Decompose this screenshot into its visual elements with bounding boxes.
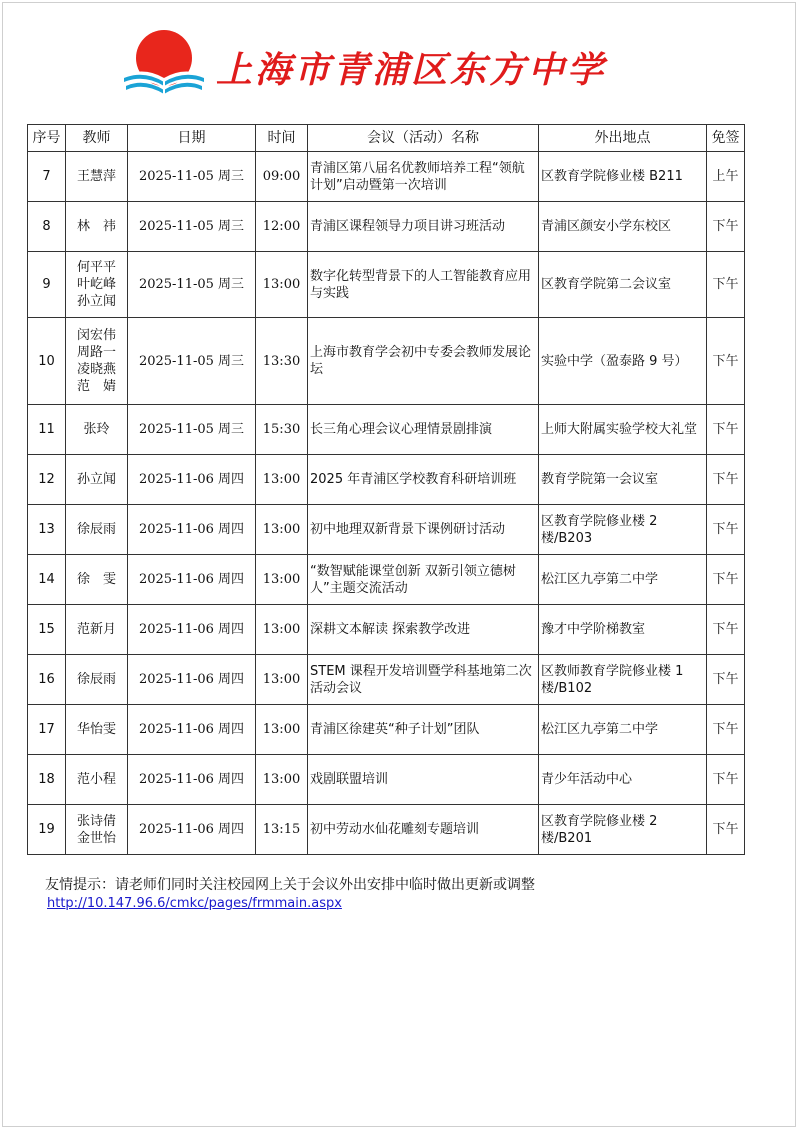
column-header-teacher: 教师	[66, 125, 128, 152]
date-cell: 2025-11-06 周四	[128, 505, 256, 555]
date-cell: 2025-11-05 周三	[128, 405, 256, 455]
sign-exempt-cell: 下午	[707, 755, 745, 805]
teacher-cell: 闵宏伟 周路一 凌晓燕 范 婧	[66, 318, 128, 405]
time-cell: 13:15	[256, 805, 308, 855]
campus-link[interactable]: http://10.147.96.6/cmkc/pages/frmmain.aspx	[47, 896, 342, 911]
teacher-cell: 王慧萍	[66, 152, 128, 202]
sign-exempt-cell: 下午	[707, 252, 745, 318]
teacher-cell: 何平平 叶屹峰 孙立闻	[66, 252, 128, 318]
table-row	[28, 755, 745, 805]
time-cell: 09:00	[256, 152, 308, 202]
table-header-row	[28, 125, 745, 152]
location-cell: 区教师教育学院修业楼 1 楼/B102	[539, 655, 707, 705]
meeting-name-cell: STEM 课程开发培训暨学科基地第二次活动会议	[308, 655, 539, 705]
meeting-name-cell: “数智赋能课堂创新 双新引领立德树人”主题交流活动	[308, 555, 539, 605]
row-number: 8	[28, 202, 66, 252]
location-cell: 松江区九亭第二中学	[539, 705, 707, 755]
teacher-cell: 张玲	[66, 405, 128, 455]
column-header-sign-exempt: 免签	[707, 125, 745, 152]
table-row	[28, 152, 745, 202]
table-row	[28, 655, 745, 705]
teacher-cell: 范新月	[66, 605, 128, 655]
table-row	[28, 252, 745, 318]
column-header-time: 时间	[256, 125, 308, 152]
location-cell: 上师大附属实验学校大礼堂	[539, 405, 707, 455]
teacher-cell: 张诗倩 金世怡	[66, 805, 128, 855]
column-header-no: 序号	[28, 125, 66, 152]
sign-exempt-cell: 下午	[707, 455, 745, 505]
location-cell: 松江区九亭第二中学	[539, 555, 707, 605]
meeting-name-cell: 数字化转型背景下的人工智能教育应用与实践	[308, 252, 539, 318]
table-row	[28, 555, 745, 605]
time-cell: 13:00	[256, 605, 308, 655]
meeting-name-cell: 戏剧联盟培训	[308, 755, 539, 805]
teacher-cell: 徐 雯	[66, 555, 128, 605]
sign-exempt-cell: 下午	[707, 705, 745, 755]
school-header	[118, 22, 638, 102]
time-cell: 13:00	[256, 455, 308, 505]
sun-over-book-icon	[118, 24, 210, 98]
row-number: 9	[28, 252, 66, 318]
teacher-cell: 徐辰雨	[66, 655, 128, 705]
footer-tip: 友情提示：请老师们同时关注校园网上关于会议外出安排中临时做出更新或调整	[45, 877, 535, 893]
row-number: 7	[28, 152, 66, 202]
teacher-cell: 徐辰雨	[66, 505, 128, 555]
sign-exempt-cell: 下午	[707, 405, 745, 455]
row-number: 18	[28, 755, 66, 805]
location-cell: 区教育学院第二会议室	[539, 252, 707, 318]
meeting-name-cell: 长三角心理会议心理情景剧排演	[308, 405, 539, 455]
table-row	[28, 705, 745, 755]
meeting-name-cell: 初中劳动水仙花雕刻专题培训	[308, 805, 539, 855]
date-cell: 2025-11-06 周四	[128, 805, 256, 855]
sign-exempt-cell: 下午	[707, 202, 745, 252]
column-header-location: 外出地点	[539, 125, 707, 152]
table-row	[28, 805, 745, 855]
date-cell: 2025-11-06 周四	[128, 605, 256, 655]
date-cell: 2025-11-05 周三	[128, 252, 256, 318]
sign-exempt-cell: 下午	[707, 555, 745, 605]
table-row	[28, 318, 745, 405]
table-row	[28, 605, 745, 655]
time-cell: 15:30	[256, 405, 308, 455]
date-cell: 2025-11-05 周三	[128, 318, 256, 405]
location-cell: 区教育学院修业楼 2 楼/B201	[539, 805, 707, 855]
sign-exempt-cell: 下午	[707, 605, 745, 655]
date-cell: 2025-11-06 周四	[128, 555, 256, 605]
sign-exempt-cell: 下午	[707, 805, 745, 855]
location-cell: 实验中学（盈泰路 9 号）	[539, 318, 707, 405]
location-cell: 区教育学院修业楼 B211	[539, 152, 707, 202]
meeting-name-cell: 上海市教育学会初中专委会教师发展论坛	[308, 318, 539, 405]
meeting-name-cell: 青浦区徐建英“种子计划”团队	[308, 705, 539, 755]
time-cell: 13:00	[256, 755, 308, 805]
meeting-name-cell: 2025 年青浦区学校教育科研培训班	[308, 455, 539, 505]
time-cell: 13:00	[256, 505, 308, 555]
meeting-name-cell: 青浦区课程领导力项目讲习班活动	[308, 202, 539, 252]
row-number: 15	[28, 605, 66, 655]
column-header-date: 日期	[128, 125, 256, 152]
row-number: 12	[28, 455, 66, 505]
table-row	[28, 202, 745, 252]
date-cell: 2025-11-05 周三	[128, 202, 256, 252]
row-number: 11	[28, 405, 66, 455]
date-cell: 2025-11-06 周四	[128, 705, 256, 755]
date-cell: 2025-11-05 周三	[128, 152, 256, 202]
location-cell: 教育学院第一会议室	[539, 455, 707, 505]
time-cell: 13:00	[256, 705, 308, 755]
date-cell: 2025-11-06 周四	[128, 755, 256, 805]
meeting-name-cell: 深耕文本解读 探索教学改进	[308, 605, 539, 655]
sign-exempt-cell: 下午	[707, 318, 745, 405]
time-cell: 13:00	[256, 655, 308, 705]
date-cell: 2025-11-06 周四	[128, 455, 256, 505]
row-number: 10	[28, 318, 66, 405]
meeting-name-cell: 青浦区第八届名优教师培养工程“领航计划”启动暨第一次培训	[308, 152, 539, 202]
table-row	[28, 505, 745, 555]
sign-exempt-cell: 下午	[707, 655, 745, 705]
meeting-name-cell: 初中地理双新背景下课例研讨活动	[308, 505, 539, 555]
row-number: 13	[28, 505, 66, 555]
time-cell: 13:00	[256, 555, 308, 605]
table-row	[28, 405, 745, 455]
time-cell: 13:00	[256, 252, 308, 318]
teacher-cell: 孙立闻	[66, 455, 128, 505]
school-name: 上海市青浦区东方中学	[216, 49, 607, 91]
row-number: 14	[28, 555, 66, 605]
row-number: 16	[28, 655, 66, 705]
teacher-cell: 华怡雯	[66, 705, 128, 755]
location-cell: 区教育学院修业楼 2 楼/B203	[539, 505, 707, 555]
location-cell: 青浦区颜安小学东校区	[539, 202, 707, 252]
sign-exempt-cell: 下午	[707, 505, 745, 555]
column-header-meeting-name: 会议（活动）名称	[308, 125, 539, 152]
location-cell: 青少年活动中心	[539, 755, 707, 805]
row-number: 19	[28, 805, 66, 855]
location-cell: 豫才中学阶梯教室	[539, 605, 707, 655]
time-cell: 13:30	[256, 318, 308, 405]
meeting-schedule-table	[27, 124, 745, 855]
sign-exempt-cell: 上午	[707, 152, 745, 202]
teacher-cell: 林 祎	[66, 202, 128, 252]
teacher-cell: 范小程	[66, 755, 128, 805]
time-cell: 12:00	[256, 202, 308, 252]
date-cell: 2025-11-06 周四	[128, 655, 256, 705]
table-row	[28, 455, 745, 505]
row-number: 17	[28, 705, 66, 755]
